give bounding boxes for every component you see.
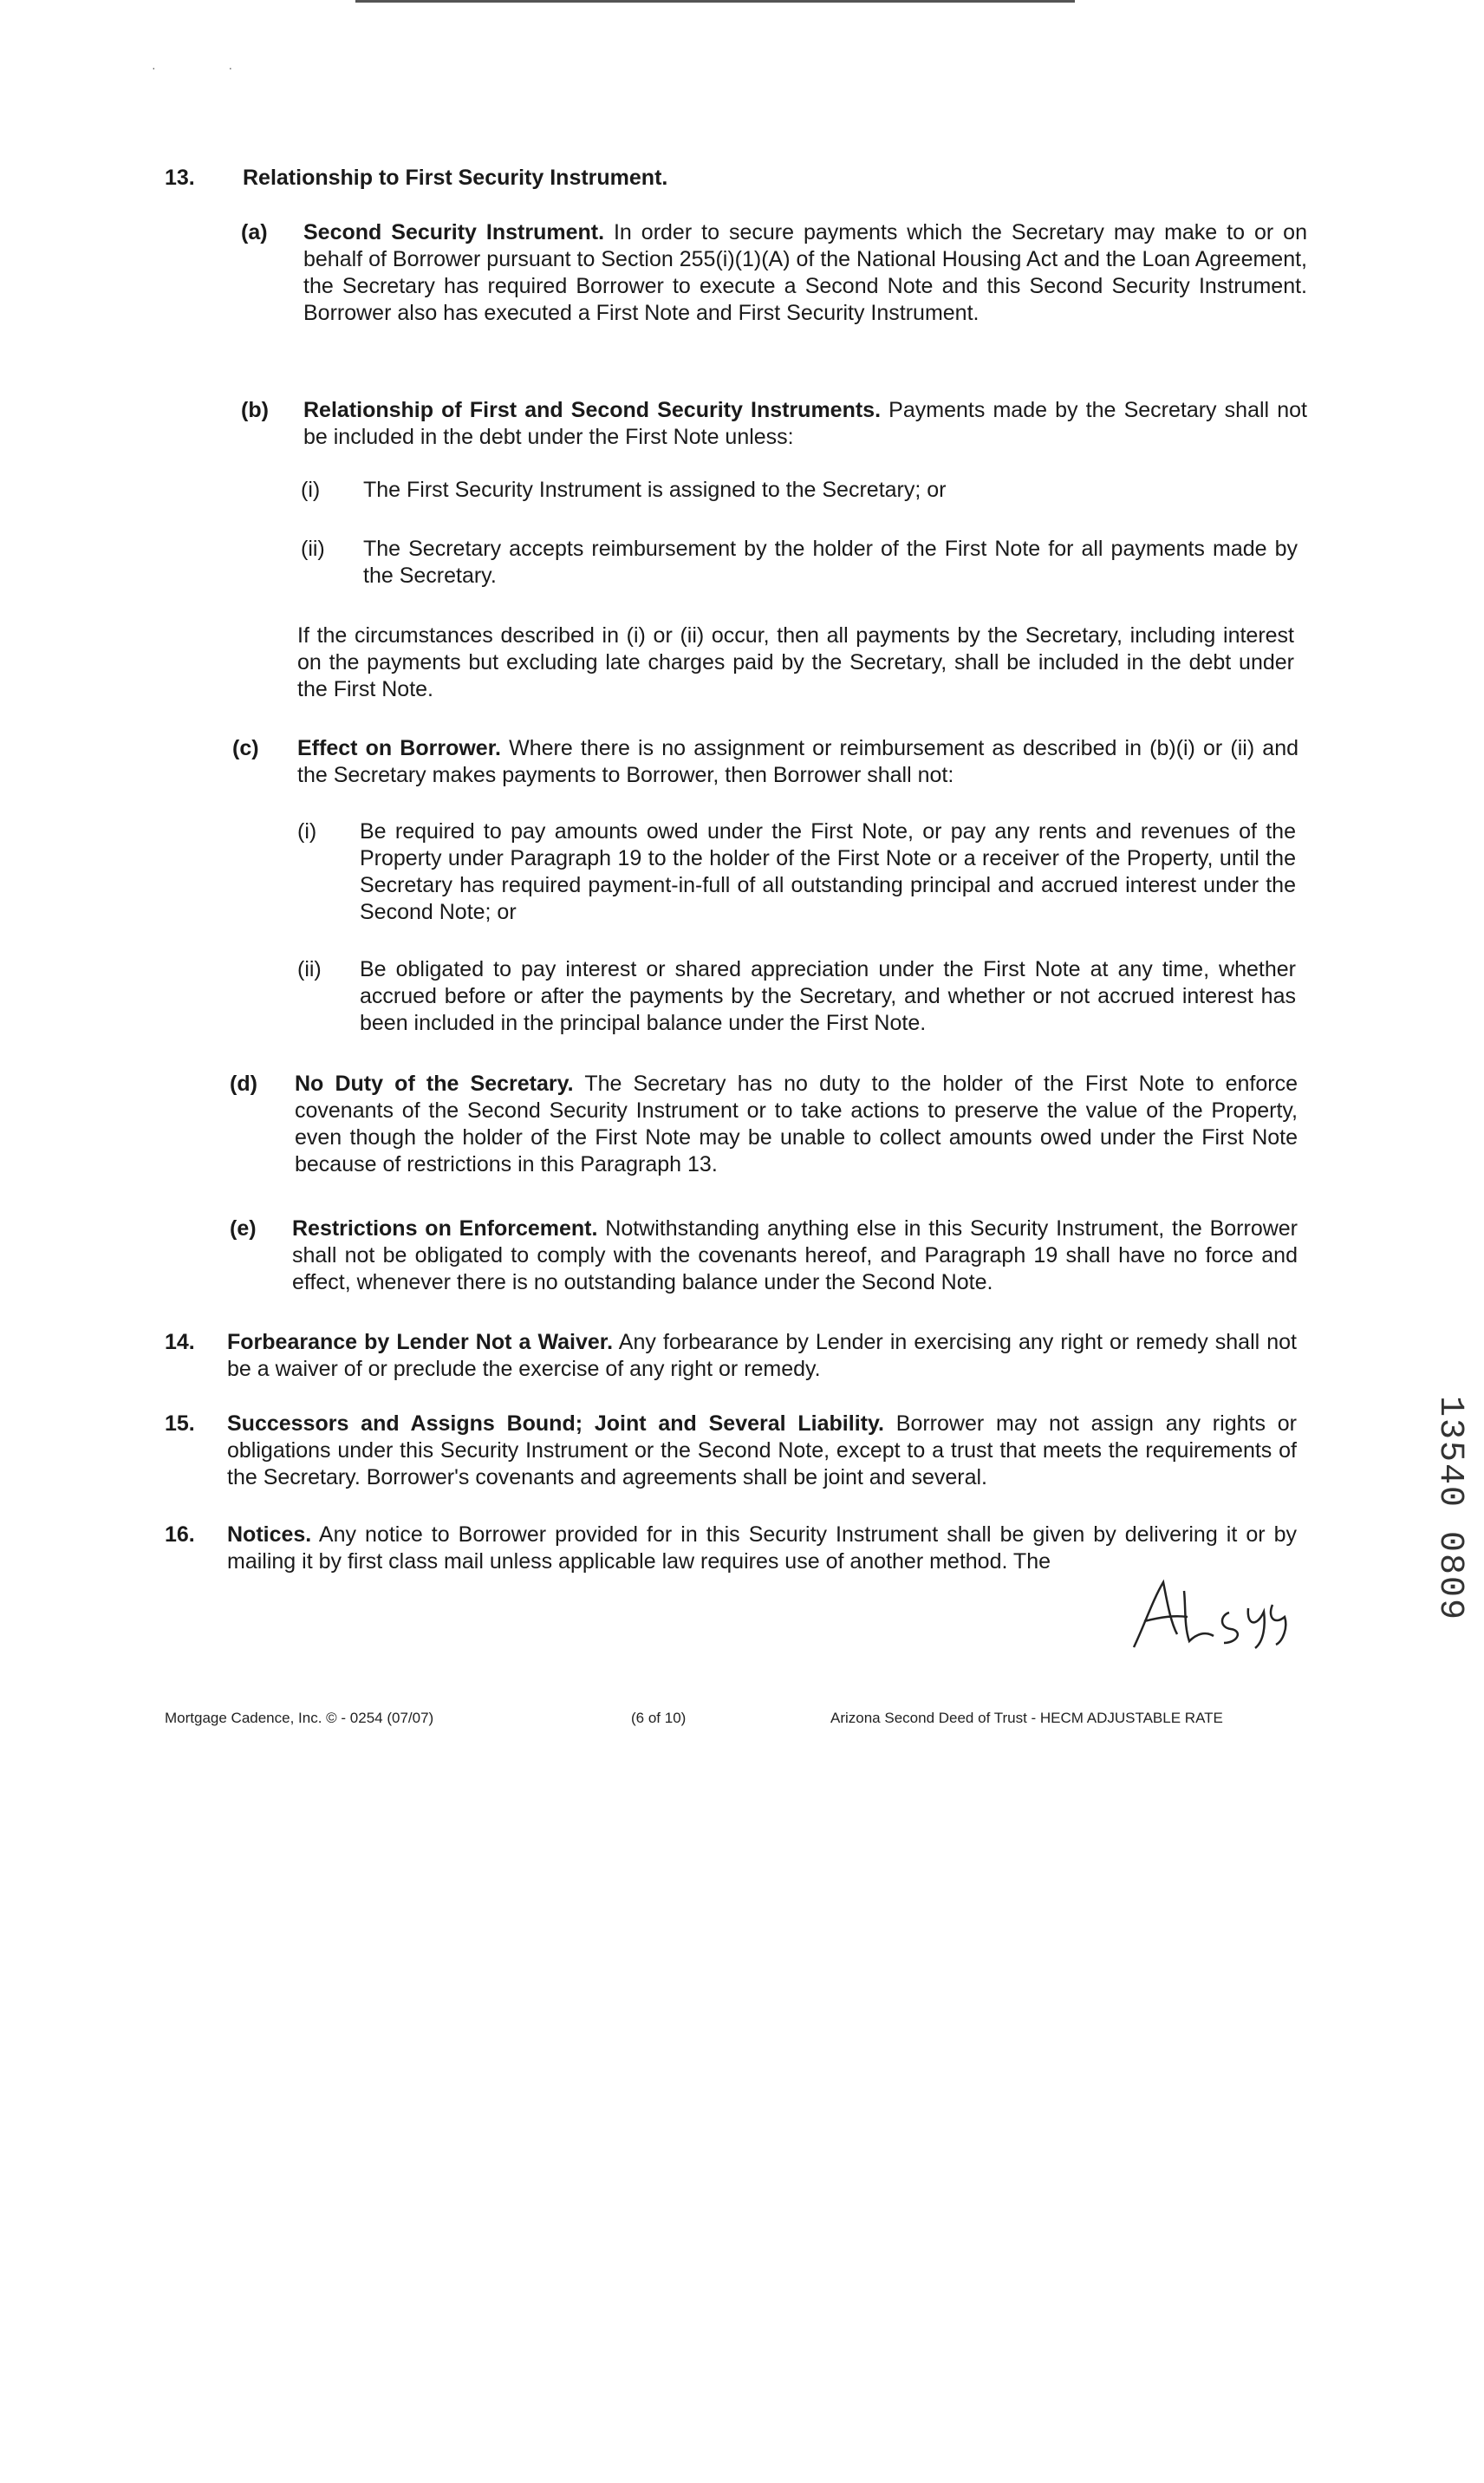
- subsection-text: Where there is no assignment or reimbursement as described in (b)(i) or (ii) and the Secretary makes payments to Borrower, then Borrower shall not:: [297, 736, 1299, 787]
- subsection-label: (d): [230, 1072, 257, 1096]
- list-item: [301, 536, 1298, 590]
- subsection-text: In order to secure payments which the Secretary may make to or on behalf of Borrower pursuant to Section 255(i)(1)(A) of the National Housing Act and the Loan Agreement, the Secretary has required Borrower to execute a Second Note and this Second Security Instrument. Borrower also has executed a First Note and First Security Instrument.: [303, 220, 1307, 325]
- section-16: [165, 1522, 1297, 1575]
- subsection-13b: [241, 397, 1307, 451]
- subsection-heading: Effect on Borrower.: [297, 736, 501, 760]
- section-13: [165, 165, 1300, 192]
- footer-document-title: Arizona Second Deed of Trust - HECM ADJUSTABLE RATE: [830, 1710, 1223, 1726]
- item-text: Be required to pay amounts owed under the First Note, or pay any rents and revenues of the Property under Paragraph 19 to the holder of the First Note or a receiver of the Property, until the Secretary has required payment-in-full of all outstanding principal and accrued interest under the Second Note; or: [360, 819, 1296, 924]
- section-number: 14.: [165, 1330, 195, 1354]
- section-text: Borrower may not assign any rights or obligations under this Security Instrument or the Second Note, except to a trust that meets the requirements of the Secretary. Borrower's covenants and agreements shall be joint and several.: [227, 1411, 1297, 1489]
- subsection-13d: [230, 1071, 1298, 1178]
- section-15: [165, 1411, 1297, 1491]
- section-body: [227, 1411, 1297, 1491]
- section-text: Any forbearance by Lender in exercising any right or remedy shall not be a waiver of or preclude the exercise of any right or remedy.: [227, 1330, 1297, 1381]
- subsection-heading: Second Security Instrument.: [303, 220, 605, 244]
- section-heading: Successors and Assigns Bound; Joint and Several Liability.: [227, 1411, 884, 1436]
- subsection-13a: [241, 219, 1307, 327]
- subsection-body: [292, 1215, 1298, 1296]
- paragraph: If the circumstances described in (i) or (ii) occur, then all payments by the Secretary, including interest on the payments but excluding late charges paid by the Secretary, shall be included in the debt under the First Note.: [297, 623, 1294, 701]
- scan-specks: · ·: [152, 61, 268, 75]
- subsection-label: (e): [230, 1216, 257, 1241]
- subsection-13c: [232, 735, 1298, 789]
- subsection-label: (b): [241, 398, 269, 422]
- item-label: (i): [297, 819, 317, 844]
- item-text: The First Security Instrument is assigned to the Secretary; or: [363, 478, 947, 502]
- section-heading: Notices.: [227, 1522, 312, 1547]
- section-number: 15.: [165, 1411, 195, 1436]
- item-label: (i): [301, 478, 321, 502]
- scan-top-edge: [355, 0, 1075, 3]
- list-item: [301, 477, 1298, 504]
- subsection-body: [295, 1071, 1298, 1178]
- subsection-text: Notwithstanding anything else in this Security Instrument, the Borrower shall not be obligated to comply with the covenants hereof, and Paragraph 19 shall have no force and effect, whenever there is no outstanding balance under the Second Note.: [292, 1216, 1298, 1294]
- subsection-13e: [230, 1215, 1298, 1296]
- list-item: [297, 818, 1296, 926]
- subsection-heading: No Duty of the Secretary.: [295, 1072, 574, 1096]
- subsection-heading: Relationship of First and Second Security Instruments.: [303, 398, 882, 422]
- footer-form-id: Mortgage Cadence, Inc. © - 0254 (07/07): [165, 1710, 434, 1726]
- section-heading: Relationship to First Security Instrument.: [243, 166, 668, 190]
- subsection-body: [303, 397, 1307, 451]
- footer-page-number: (6 of 10): [631, 1710, 687, 1726]
- item-label: (ii): [297, 957, 322, 981]
- subsection-text: The Secretary has no duty to the holder of the First Note to enforce covenants of the Second Security Instrument or to take actions to preserve the value of the Property, even though the holder of the First Note may be unable to collect amounts owed under the First Note because of restrictions in this Paragraph 13.: [295, 1072, 1298, 1176]
- subsection-body: [297, 735, 1298, 789]
- signature-initials: [1127, 1574, 1300, 1652]
- section-number: 13.: [165, 166, 195, 190]
- section-heading: Forbearance by Lender Not a Waiver.: [227, 1330, 614, 1354]
- item-label: (ii): [301, 537, 325, 561]
- subsection-label: (c): [232, 736, 259, 760]
- section-text: Any notice to Borrower provided for in this Security Instrument shall be given by delivering it or by mailing it by first class mail unless applicable law requires use of another method. The: [227, 1522, 1297, 1574]
- recording-stamp: 13540 0809: [1430, 1396, 1469, 1622]
- section-14: [165, 1329, 1297, 1383]
- item-text: Be obligated to pay interest or shared appreciation under the First Note at any time, whether accrued before or after the payments by the Secretary, and whether or not accrued interest has been included in the principal balance under the First Note.: [360, 957, 1296, 1035]
- subsection-text: Payments made by the Secretary shall not be included in the debt under the First Note unless:: [303, 398, 1307, 449]
- subsection-heading: Restrictions on Enforcement.: [292, 1216, 598, 1241]
- section-body: [227, 1522, 1297, 1575]
- section-number: 16.: [165, 1522, 195, 1547]
- subsection-label: (a): [241, 220, 268, 244]
- subsection-body: [303, 219, 1307, 327]
- list-item: [297, 956, 1296, 1037]
- item-text: The Secretary accepts reimbursement by the holder of the First Note for all payments made by the Secretary.: [363, 537, 1298, 588]
- section-body: [227, 1329, 1297, 1383]
